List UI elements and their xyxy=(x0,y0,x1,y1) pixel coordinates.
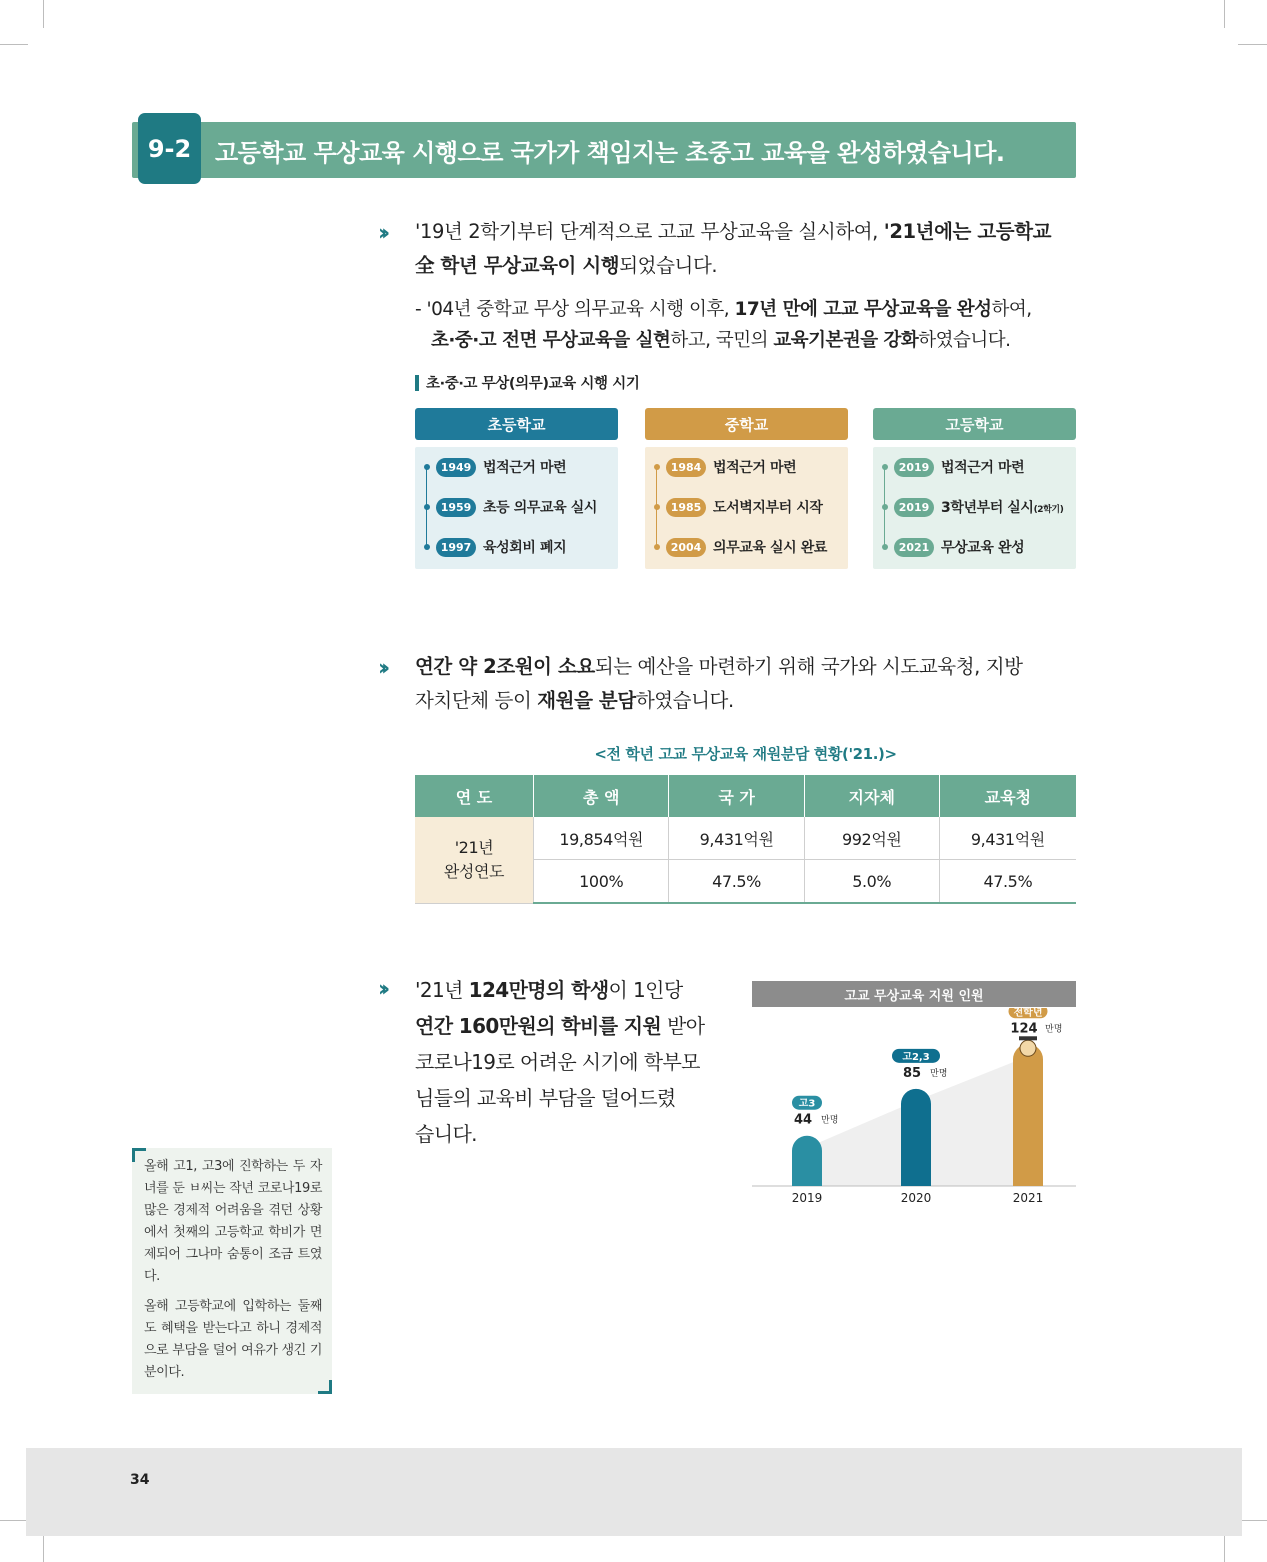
corner-bracket xyxy=(329,1380,332,1394)
year-label-line2: 완성연도 xyxy=(443,861,505,881)
text: '21년 xyxy=(415,978,469,1002)
text: 하고, 국민의 xyxy=(670,330,774,351)
section-title: 고등학교 무상교육 시행으로 국가가 책임지는 초중고 교육을 완성하였습니다. xyxy=(215,138,1005,167)
table-cell: 9,431억원 xyxy=(669,817,804,860)
table-row xyxy=(415,817,1076,860)
support-count-chart xyxy=(752,1008,1076,1208)
school-header: 고등학교 xyxy=(873,408,1076,440)
text: '19년 2학기부터 단계적으로 고교 무상교육을 실시하여, xyxy=(415,220,884,243)
crop-mark xyxy=(1224,0,1225,28)
timeline-event xyxy=(941,537,1024,557)
text-line xyxy=(415,249,1085,283)
timeline-dot xyxy=(424,544,430,550)
year-pill: 1959 xyxy=(436,498,476,517)
data-label-unit: 만명 xyxy=(821,1115,839,1126)
data-label: 124 xyxy=(1010,1021,1038,1037)
data-label: 85 xyxy=(902,1065,922,1081)
bold-text: 연간 약 2조원이 소요 xyxy=(415,655,595,678)
text: 코로나19로 어려운 시기에 학부모 xyxy=(415,1050,700,1074)
timeline-event-text: 의무교육 실시 완료 xyxy=(713,540,827,556)
text: 되는 예산을 마련하기 위해 국가와 시도교육청, 지방 xyxy=(594,655,1023,678)
bold-text: 17년 만에 고교 무상교육을 완성 xyxy=(734,299,992,320)
text: - '04년 중학교 무상 의무교육 시행 이후, xyxy=(415,299,735,320)
double-chevron-icon: ›› xyxy=(378,221,385,246)
table-cell: 5.0% xyxy=(804,860,939,904)
header-education-office: 교육청 xyxy=(939,775,1076,817)
school-timeline-box xyxy=(873,447,1076,569)
year-cell xyxy=(415,817,534,903)
timeline-event xyxy=(483,497,597,517)
timeline-event xyxy=(483,457,566,477)
text: 하였습니다. xyxy=(918,330,1011,351)
story-paragraph: 올해 고1, 고3에 진학하는 두 자녀를 둔 ㅂ씨는 작년 코로나19로 많은 경제적 어려움을 겪던 상황에서 첫째의 고등학교 학비가 면제되어 그나마 숨통이 조금 트였다. xyxy=(144,1159,322,1284)
bar-tag-label: 전학년 xyxy=(1013,1008,1043,1019)
page-footer xyxy=(26,1448,1242,1536)
bold-text: 초·중·고 전면 무상교육을 실현 xyxy=(431,330,671,351)
timeline-event xyxy=(941,457,1024,477)
bar-tag-label: 고3 xyxy=(798,1098,816,1110)
text: 자치단체 등이 xyxy=(415,689,538,712)
timeline-dot xyxy=(424,504,430,510)
section-number-badge: 9-2 xyxy=(138,113,201,184)
year-pill: 1949 xyxy=(436,458,476,477)
bold-text: 연간 160만원의 학비를 지원 xyxy=(415,1014,662,1038)
text-line xyxy=(415,684,1085,718)
school-header: 초등학교 xyxy=(415,408,618,440)
timeline-event-note: (2학기) xyxy=(1033,505,1064,515)
data-label: 44 xyxy=(793,1112,813,1128)
bold-text: 재원을 분담 xyxy=(537,689,636,712)
year-pill: 2019 xyxy=(894,458,934,477)
point-3-text xyxy=(415,972,720,1152)
graduate-icon xyxy=(1020,1040,1036,1056)
year-pill: 1984 xyxy=(666,458,706,477)
year-label-line1: '21년 xyxy=(454,837,494,857)
timeline-event-text: 법적근거 마련 xyxy=(713,460,797,476)
text-line xyxy=(415,650,1085,684)
corner-bracket xyxy=(132,1148,135,1162)
timeline-dot xyxy=(424,464,430,470)
school-timeline-box xyxy=(645,447,848,569)
school-timeline-box xyxy=(415,447,618,569)
table-cell: 100% xyxy=(534,860,669,904)
timeline-event xyxy=(941,497,1063,517)
text-line xyxy=(415,1116,720,1152)
timeline-event-text: 3학년부터 실시 xyxy=(941,500,1034,516)
timeline-event-text: 도서벽지부터 시작 xyxy=(713,500,823,516)
text-line xyxy=(415,1044,720,1080)
timeline-event-text: 초등 의무교육 실시 xyxy=(483,500,597,516)
header-national: 국 가 xyxy=(669,775,804,817)
tick-label: 2021 xyxy=(1012,1191,1044,1205)
timeline-dot xyxy=(654,504,660,510)
graduate-cap-icon xyxy=(1019,1036,1037,1040)
bold-text: 교육기본권을 강화 xyxy=(773,330,919,351)
text-line xyxy=(415,215,1085,249)
year-pill: 2021 xyxy=(894,538,934,557)
timeline-dot xyxy=(654,464,660,470)
timeline-caption: 초·중·고 무상(의무)교육 시행 시기 xyxy=(426,376,640,392)
text: 받아 xyxy=(661,1014,705,1038)
data-label-unit: 만명 xyxy=(930,1068,948,1079)
crop-mark xyxy=(1224,1534,1225,1562)
bold-text: 全 학년 무상교육이 시행 xyxy=(415,254,620,277)
double-chevron-icon: ›› xyxy=(378,977,385,1002)
fund-table-title: <전 학년 고교 무상교육 재원분담 현황('21.)> xyxy=(594,745,897,763)
bold-text: 124만명의 학생 xyxy=(468,978,609,1002)
bar xyxy=(1013,1044,1043,1186)
crop-mark xyxy=(1238,1520,1267,1521)
chart-title: 고교 무상교육 지원 인원 xyxy=(752,981,1076,1007)
year-pill: 2019 xyxy=(894,498,934,517)
point-2-text xyxy=(415,650,1085,718)
page-number: 34 xyxy=(130,1472,150,1488)
crop-mark xyxy=(0,44,28,45)
double-chevron-icon: ›› xyxy=(378,656,385,681)
year-pill: 1997 xyxy=(436,538,476,557)
crop-mark xyxy=(43,0,44,28)
point-1-subtext xyxy=(415,294,1085,356)
table-header-row xyxy=(415,775,1076,817)
story-paragraph: 올해 고등학교에 입학하는 둘째도 혜택을 받는다고 하니 경제적으로 부담을 덜어 여유가 생긴 기분이다. xyxy=(144,1299,322,1380)
timeline-event xyxy=(713,497,822,517)
tick-label: 2019 xyxy=(791,1191,823,1205)
fund-share-table xyxy=(415,775,1076,904)
table-cell: 9,431억원 xyxy=(939,817,1076,860)
header-total: 총 액 xyxy=(534,775,669,817)
crop-mark xyxy=(0,1520,28,1521)
timeline-dot xyxy=(882,504,888,510)
year-pill: 1985 xyxy=(666,498,706,517)
text: 하였습니다. xyxy=(635,689,734,712)
timeline-dot xyxy=(882,464,888,470)
school-header: 중학교 xyxy=(645,408,848,440)
timeline-dot xyxy=(654,544,660,550)
timeline-event xyxy=(713,537,827,557)
bar xyxy=(901,1089,931,1186)
timeline-event xyxy=(713,457,796,477)
text: 하여, xyxy=(991,299,1032,320)
table-cell: 47.5% xyxy=(939,860,1076,904)
text: 습니다. xyxy=(415,1122,477,1146)
caption-marker xyxy=(415,375,419,391)
timeline-event-text: 법적근거 마련 xyxy=(941,460,1025,476)
crop-mark xyxy=(43,1534,44,1562)
tick-label: 2020 xyxy=(900,1191,932,1205)
bold-text: '21년에는 고등학교 xyxy=(883,220,1052,243)
text-line xyxy=(415,972,720,1008)
timeline-event-text: 법적근거 마련 xyxy=(483,460,567,476)
header-year: 연 도 xyxy=(415,775,534,817)
table-cell: 992억원 xyxy=(804,817,939,860)
crop-mark xyxy=(1238,44,1267,45)
bar-tag-label: 고2,3 xyxy=(902,1051,930,1063)
table-cell: 19,854억원 xyxy=(534,817,669,860)
timeline-event-text: 육성회비 폐지 xyxy=(483,540,567,556)
timeline-dot xyxy=(882,544,888,550)
table-cell: 47.5% xyxy=(669,860,804,904)
point-1-text xyxy=(415,215,1085,283)
timeline-event-text: 무상교육 완성 xyxy=(941,540,1025,556)
year-pill: 2004 xyxy=(666,538,706,557)
data-label-unit: 만명 xyxy=(1045,1024,1063,1035)
story-box xyxy=(132,1148,332,1394)
text: 이 1인당 xyxy=(608,978,683,1002)
bar xyxy=(792,1136,822,1186)
text-line xyxy=(415,325,1085,356)
text-line xyxy=(415,1080,720,1116)
text-line xyxy=(415,294,1085,325)
text: 님들의 교육비 부담을 덜어드렸 xyxy=(415,1086,676,1110)
timeline-event xyxy=(483,537,566,557)
text-line xyxy=(415,1008,720,1044)
header-local-gov: 지자체 xyxy=(804,775,939,817)
text: 되었습니다. xyxy=(619,254,718,277)
